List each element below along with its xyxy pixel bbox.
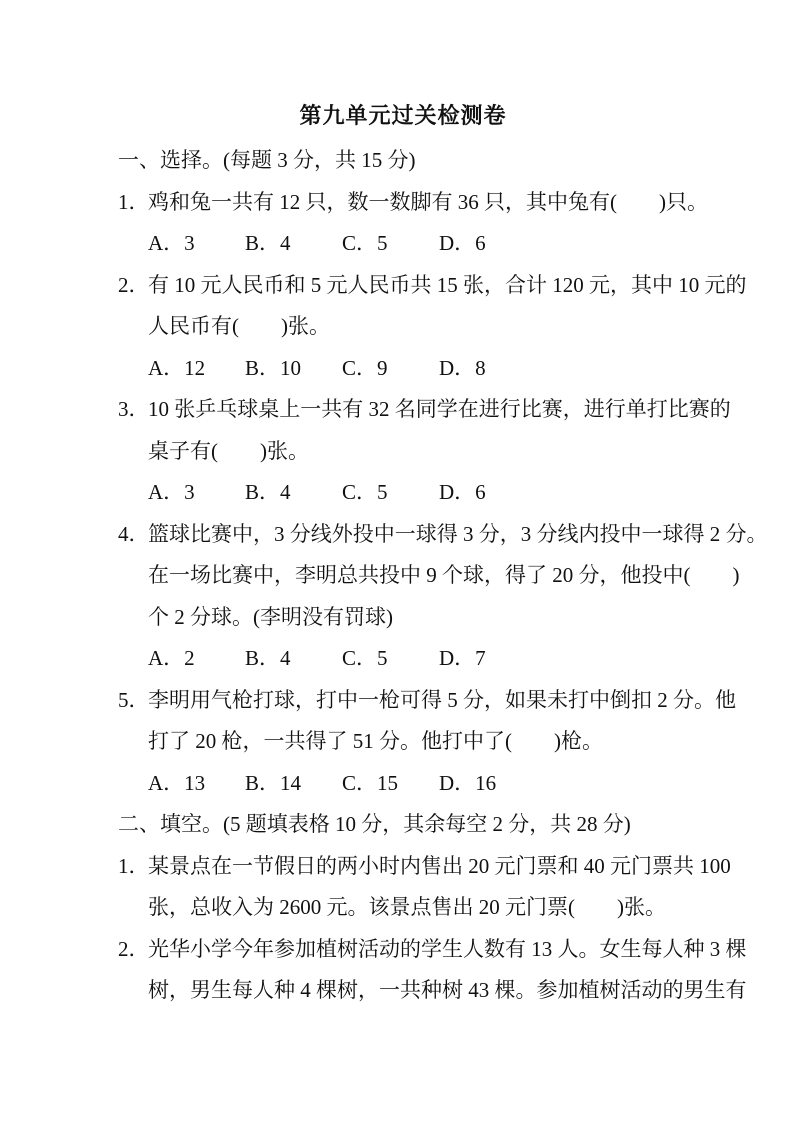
question-text: 10 张乒乓球桌上一共有 32 名同学在进行比赛，进行单打比赛的 bbox=[148, 397, 731, 421]
option-item: A．3 bbox=[148, 231, 195, 255]
question-line: 人民币有( )张。 bbox=[148, 314, 330, 338]
question bbox=[118, 265, 747, 390]
option-item: A．3 bbox=[148, 480, 195, 504]
question-number: 2． bbox=[118, 936, 150, 961]
question-line bbox=[118, 929, 747, 971]
question-line: 张，总收入为 2600 元。该景点售出 20 元门票( )张。 bbox=[148, 895, 666, 919]
question bbox=[118, 182, 708, 265]
question-line: 在一场比赛中，李明总共投中 9 个球，得了 20 分，他投中( ) bbox=[148, 563, 740, 587]
option-item: B．14 bbox=[245, 770, 302, 795]
options-row bbox=[118, 223, 688, 265]
option-item: C．9 bbox=[342, 355, 388, 380]
section-heading: 二、填空。(5 题填表格 10 分，其余每空 2 分，共 28 分) bbox=[118, 812, 631, 836]
question-line bbox=[118, 389, 731, 431]
question bbox=[118, 389, 731, 514]
question-number: 1． bbox=[118, 189, 150, 214]
question-line bbox=[118, 265, 747, 307]
option-item: B．4 bbox=[245, 480, 291, 504]
section-heading: 一、选择。(每题 3 分，共 15 分) bbox=[118, 148, 416, 172]
options-row bbox=[118, 763, 688, 805]
question-line: 打了 20 枪，一共得了 51 分。他打中了( )枪。 bbox=[148, 729, 603, 753]
page-title: 第九单元过关检测卷 bbox=[299, 103, 507, 128]
question-number: 1． bbox=[118, 853, 150, 878]
option-item: A．2 bbox=[148, 646, 195, 670]
option-item: C．5 bbox=[342, 646, 388, 670]
option-item: C．5 bbox=[342, 231, 388, 255]
question-text: 光华小学今年参加植树活动的学生人数有 13 人。女生每人种 3 棵 bbox=[148, 936, 747, 961]
question-number: 5． bbox=[118, 687, 150, 712]
question bbox=[118, 929, 747, 1012]
option-item: D．8 bbox=[439, 355, 486, 380]
option-item: D．16 bbox=[439, 770, 497, 795]
question-text: 有 10 元人民币和 5 元人民币共 15 张，合计 120 元，其中 10 元的 bbox=[148, 272, 747, 297]
option-item: A．13 bbox=[148, 770, 206, 795]
question-line: 个 2 分球。(李明没有罚球) bbox=[148, 604, 393, 629]
question-line bbox=[118, 846, 731, 888]
option-item: D．6 bbox=[439, 231, 486, 255]
option-item: D．7 bbox=[439, 646, 486, 670]
question-text: 篮球比赛中，3 分线外投中一球得 3 分，3 分线内投中一球得 2 分。 bbox=[148, 521, 768, 546]
test-paper-page bbox=[118, 95, 768, 1012]
option-item: C．5 bbox=[342, 480, 388, 504]
question bbox=[118, 846, 731, 929]
question-number: 3． bbox=[118, 397, 150, 421]
question bbox=[118, 680, 736, 805]
options-row bbox=[118, 638, 688, 680]
option-item: A．12 bbox=[148, 355, 206, 380]
question-number: 4． bbox=[118, 521, 150, 546]
question-line: 树，男生每人种 4 棵树，一共种树 43 棵。参加植树活动的男生有 bbox=[148, 978, 747, 1002]
option-item: C．15 bbox=[342, 770, 399, 795]
question-line bbox=[118, 182, 708, 224]
options-row bbox=[118, 472, 688, 514]
question-line: 桌子有( )张。 bbox=[148, 438, 309, 463]
option-item: B．4 bbox=[245, 646, 291, 670]
option-item: B．10 bbox=[245, 355, 302, 380]
option-item: B．4 bbox=[245, 231, 291, 255]
question-number: 2． bbox=[118, 272, 150, 297]
question-text: 鸡和兔一共有 12 只，数一数脚有 36 只，其中兔有( )只。 bbox=[148, 189, 708, 214]
question-line bbox=[118, 680, 736, 722]
options-row bbox=[118, 348, 688, 390]
option-item: D．6 bbox=[439, 480, 486, 504]
question-text: 李明用气枪打球，打中一枪可得 5 分，如果未打中倒扣 2 分。他 bbox=[148, 687, 736, 712]
question-text: 某景点在一节假日的两小时内售出 20 元门票和 40 元门票共 100 bbox=[148, 853, 731, 878]
question-line bbox=[118, 514, 768, 556]
question bbox=[118, 514, 768, 680]
